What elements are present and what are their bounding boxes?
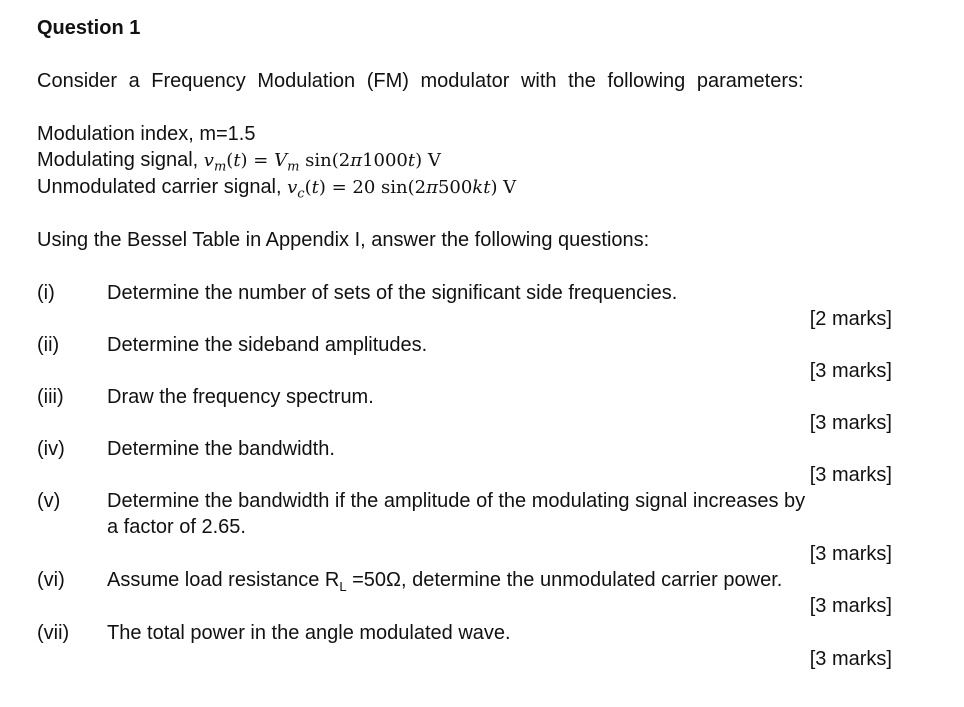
- modulating-signal-equation: $v_m(t) = V_m$ sin(2π1000t) V: [203, 150, 441, 175]
- intro-text: Consider a Frequency Modulation (FM) modulator with the following parameters:: [37, 70, 804, 92]
- carrier-signal: [37, 176, 516, 206]
- question-text-pre: Assume load resistance R: [107, 569, 340, 591]
- question-number: (iii): [37, 386, 64, 408]
- carrier-signal-equation: $v_c(t) = 20$ sin(2π500kt) V: [287, 177, 517, 202]
- load-subscript: L: [339, 579, 347, 594]
- question-text-continued: a factor of 2.65.: [107, 516, 246, 538]
- question-text: Draw the frequency spectrum.: [107, 386, 374, 408]
- question-number: (ii): [37, 334, 60, 356]
- modulating-signal: [37, 149, 441, 179]
- question-number: (vi): [37, 569, 65, 591]
- question-number: (iv): [37, 438, 65, 460]
- marks-label: [3 marks]: [809, 543, 892, 565]
- marks-label: [3 marks]: [809, 648, 892, 670]
- marks-label: [3 marks]: [809, 412, 892, 434]
- question-text: Determine the bandwidth if the amplitude of the modulating signal increases by: [107, 490, 806, 512]
- question-text: Determine the number of sets of the significant side frequencies.: [107, 282, 678, 304]
- question-text: Determine the sideband amplitudes.: [107, 334, 428, 356]
- carrier-signal-label: Unmodulated carrier signal,: [37, 176, 282, 198]
- marks-label: [3 marks]: [809, 464, 892, 486]
- question-text: [107, 569, 782, 598]
- modulating-signal-label: Modulating signal,: [37, 149, 199, 171]
- question-text: The total power in the angle modulated wave.: [107, 622, 511, 644]
- question-number: (i): [37, 282, 55, 304]
- marks-label: [3 marks]: [809, 595, 892, 617]
- question-text: Determine the bandwidth.: [107, 438, 335, 460]
- instruction-text: Using the Bessel Table in Appendix I, answer the following questions:: [37, 229, 650, 251]
- modulation-index: Modulation index, m=1.5: [37, 123, 256, 145]
- question-number: (v): [37, 490, 61, 512]
- question-text-post: =50Ω, determine the unmodulated carrier power.: [346, 569, 783, 591]
- question-number: (vii): [37, 622, 70, 644]
- marks-label: [2 marks]: [809, 308, 892, 330]
- question-title: Question 1: [37, 17, 141, 39]
- marks-label: [3 marks]: [809, 360, 892, 382]
